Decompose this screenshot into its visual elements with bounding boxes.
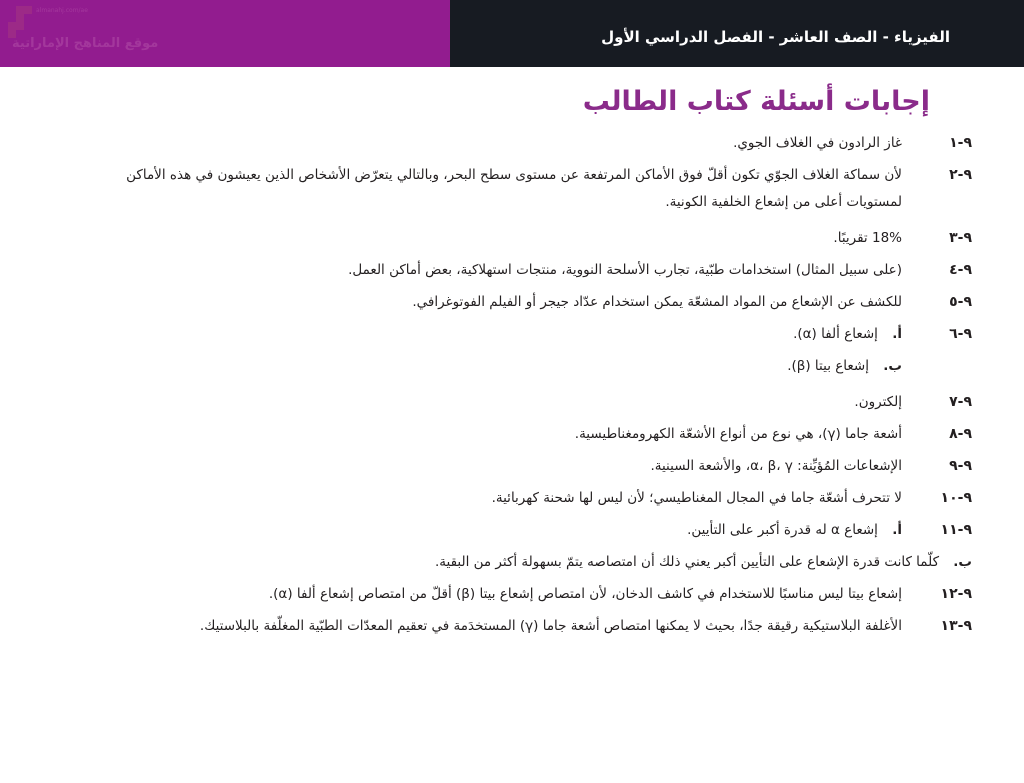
sub-marker-b: ب. (883, 358, 902, 374)
watermark-url: almanahj.com/ae (36, 7, 88, 14)
answer-number: ٩-٦ (949, 326, 972, 342)
answer-text: غاز الرادون في الغلاف الجوي. (733, 135, 902, 151)
logo-square-icon (24, 6, 32, 14)
sub-marker-a: أ. (892, 326, 902, 342)
logo-square-icon (16, 22, 24, 30)
answer-number: ٩-٥ (949, 294, 972, 310)
sub-answer-a: إشعاع α له قدرة أكبر على التأيين. (687, 522, 878, 538)
watermark-text: موقع المناهج الإماراتية (12, 36, 159, 51)
logo-square-icon (16, 14, 24, 22)
answer-number: ٩-٧ (949, 394, 972, 410)
answer-item (110, 485, 972, 512)
logo-square-icon (16, 6, 24, 14)
answer-item (110, 162, 972, 216)
answer-number: ٩-١ (949, 135, 972, 151)
sub-answer-b: إشعاع بيتا (β). (787, 358, 869, 374)
answer-text: إشعاع بيتا ليس مناسبًا للاستخدام في كاشف الدخان، لأن امتصاص إشعاع بيتا (β) أقلّ من امتصاص إشعاع ألفا (α). (268, 586, 902, 602)
answer-number: ٩-٢ (949, 167, 972, 183)
answer-item (110, 613, 972, 640)
answer-number: ٩-٤ (949, 262, 972, 278)
answer-text: لأن سماكة الغلاف الجوّي تكون أقلّ فوق الأماكن المرتفعة عن مستوى سطح البحر، وبالتالي يتعرّض الأشخاص الذين يعيشون في هذه الأماكن لمستويات أعلى من إشعاع الخلفية الكونية. (126, 167, 902, 210)
answer-text: لا تتحرف أشعّة جاما في المجال المغناطيسي؛ لأن ليس لها شحنة كهربائية. (491, 490, 902, 506)
answer-item (110, 581, 972, 608)
answer-number: ٩-٣ (949, 230, 972, 246)
answer-text: للكشف عن الإشعاع من المواد المشعّة يمكن استخدام عدّاد جيجر أو الفيلم الفوتوغرافي. (412, 294, 902, 310)
answer-number: ٩-١٣ (940, 618, 972, 634)
answer-text: 18% تقريبًا. (833, 230, 902, 246)
sub-marker-b: ب. (953, 554, 972, 570)
answer-sub-item (110, 353, 972, 380)
answer-item (110, 321, 972, 348)
answer-item (110, 225, 972, 252)
header-brand-band (0, 0, 450, 67)
answer-number: ٩-٨ (949, 426, 972, 442)
answer-text: الأغلفة البلاستيكية رقيقة جدًا، بحيث لا يمكنها امتصاص أشعة جاما (γ) المستخدَمة في تعقيم المعدّات الطبّية المغلّفة بالبلاستيك. (199, 618, 902, 634)
answer-item (110, 453, 972, 480)
sub-answer-b: كلّما كانت قدرة الإشعاع على التأيين أكبر يعني ذلك أن امتصاصه يتمّ بسهولة أكثر من البقية. (434, 554, 939, 570)
answer-item (110, 517, 972, 544)
answer-text: الإشعاعات المُؤيِّنة: α، β، γ، والأشعة السينية. (650, 458, 902, 474)
answer-text: (على سبيل المثال) استخدامات طبّية، تجارب الأسلحة النووية، منتجات استهلاكية، بعض أماكن العمل. (348, 262, 902, 278)
answer-number: ٩-١٠ (940, 490, 972, 506)
answer-text (110, 321, 902, 348)
page-title: إجابات أسئلة كتاب الطالب (582, 86, 930, 117)
answer-item (110, 130, 972, 157)
sub-marker-a: أ. (892, 522, 902, 538)
answer-number: ٩-١١ (940, 522, 972, 538)
answer-item (110, 389, 972, 416)
answers-list (110, 130, 972, 640)
answer-item (110, 289, 972, 316)
answer-text: إلكترون. (854, 394, 902, 410)
answer-sub-item (110, 549, 972, 576)
sub-answer-a: إشعاع ألفا (α). (793, 326, 878, 342)
answer-text: أشعة جاما (γ)، هي نوع من أنواع الأشعّة الكهرومغناطيسية. (574, 426, 902, 442)
logo-square-icon (8, 22, 16, 30)
answer-number: ٩-١٢ (940, 586, 972, 602)
answer-text (110, 517, 902, 544)
page-header (0, 0, 1024, 67)
header-title-band (450, 0, 1024, 67)
watermark-logo (6, 4, 159, 56)
answer-item (110, 421, 972, 448)
answer-item (110, 257, 972, 284)
course-title: الفيزياء - الصف العاشر - الفصل الدراسي الأول (601, 28, 950, 46)
answer-number: ٩-٩ (949, 458, 972, 474)
